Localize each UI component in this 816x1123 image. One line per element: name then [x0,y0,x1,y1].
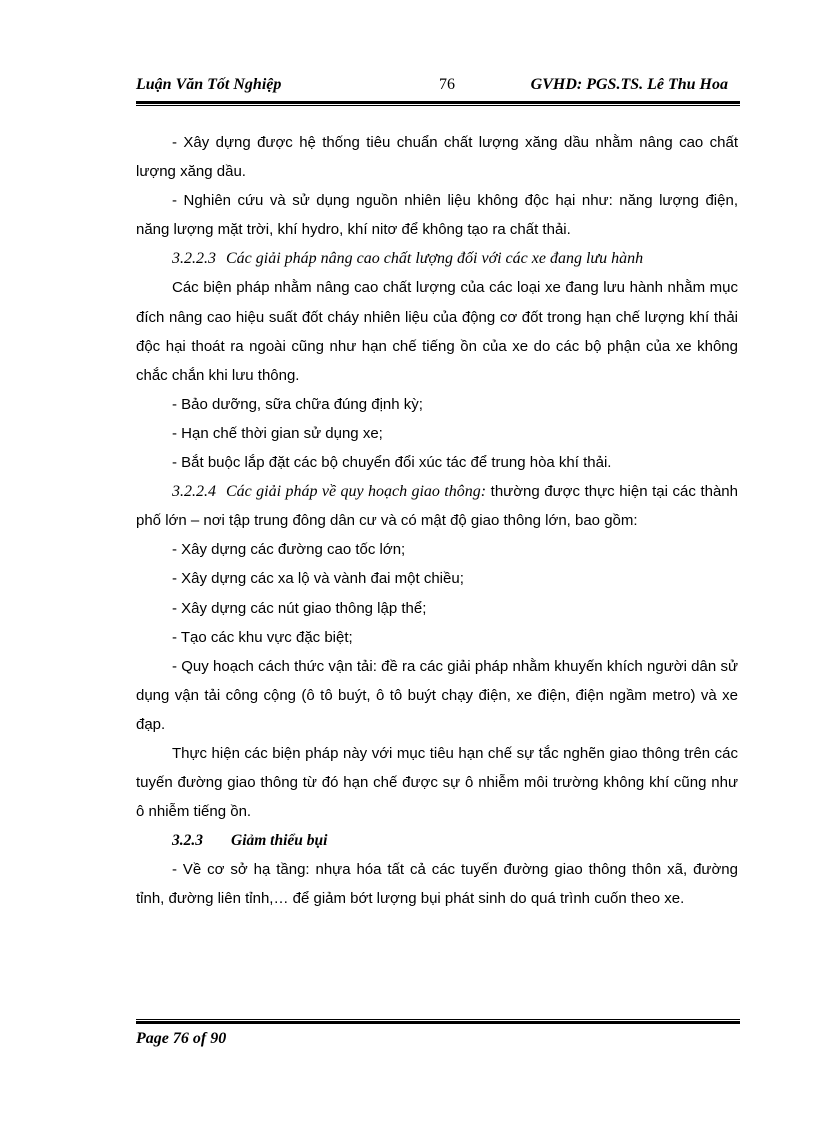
paragraph: Các biện pháp nhằm nâng cao chất lượng của các loại xe đang lưu hành nhằm mục đích nâng cao hiệu suất đốt cháy nhiên liệu của động cơ đốt trong hạn chế lượng khí thải độc hại thoát ra ngoài cũng như hạn chế tiếng ồn của xe do các bộ phận của xe không chắc chắn khi lưu thông. [136,279,738,384]
section-heading [136,826,738,855]
bullet-item: - Tạo các khu vực đặc biệt; [172,628,353,646]
footer-rule [136,1019,740,1024]
page-footer: Page 76 of 90 [136,1030,227,1047]
section-number: 3.2.2.3 [172,250,216,268]
section-title: Giảm thiểu bụi [231,832,328,850]
bullet-item: - Bắt buộc lắp đặt các bộ chuyển đổi xúc tác để trung hòa khí thải. [172,454,612,472]
header-page-number: 76 [439,76,455,93]
section-body: thường được thực hiện tại các thành phố lớn – nơi tập trung đông dân cư và có mật độ giao thông lớn, bao gồm: [136,483,738,530]
bullet-item: - Quy hoạch cách thức vận tải: đề ra các giải pháp nhằm khuyến khích người dân sử dụng vận tải công cộng (ô tô buýt, ô tô buýt chạy điện, xe điện, điện ngầm metro) và xe đạp. [136,657,738,733]
bullet-item: - Xây dựng các nút giao thông lập thể; [172,599,427,617]
paragraph: - Về cơ sở hạ tầng: nhựa hóa tất cả các tuyến đường giao thông thôn xã, đường tỉnh, đường liên tỉnh,… để giảm bớt lượng bụi phát sinh do quá trình cuốn theo xe. [136,861,738,908]
bullet-item: - Hạn chế thời gian sử dụng xe; [172,424,383,442]
bullet-item: - Xây dựng các đường cao tốc lớn; [172,541,406,559]
section-heading [136,244,738,273]
paragraph: - Nghiên cứu và sử dụng nguồn nhiên liệu không độc hại như: năng lượng điện, năng lượng mặt trời, khí hydro, khí nitơ để không tạo ra chất thải. [136,192,738,239]
header-title: Luận Văn Tốt Nghiệp [136,76,282,93]
section-paragraph [136,477,738,535]
section-number: 3.2.3 [172,832,203,850]
paragraph: - Xây dựng được hệ thống tiêu chuẩn chất lượng xăng dầu nhằm nâng cao chất lượng xăng dầu. [136,134,738,181]
section-title: Các giải pháp về quy hoạch giao thông: [226,483,487,501]
section-title: Các giải pháp nâng cao chất lượng đối với các xe đang lưu hành [226,250,644,268]
bullet-item: - Xây dựng các xa lộ và vành đai một chiều; [172,570,464,588]
header-rule [136,101,740,106]
page-header [136,76,740,98]
section-number: 3.2.2.4 [172,483,216,501]
document-body [136,128,738,914]
paragraph: Thực hiện các biện pháp này với mục tiêu hạn chế sự tắc nghẽn giao thông trên các tuyến đường giao thông từ đó hạn chế được sự ô nhiễm môi trường không khí cũng như ô nhiễm tiếng ồn. [136,744,738,821]
bullet-item: - Bảo dưỡng, sữa chữa đúng định kỳ; [172,395,423,413]
header-advisor: GVHD: PGS.TS. Lê Thu Hoa [530,76,728,93]
